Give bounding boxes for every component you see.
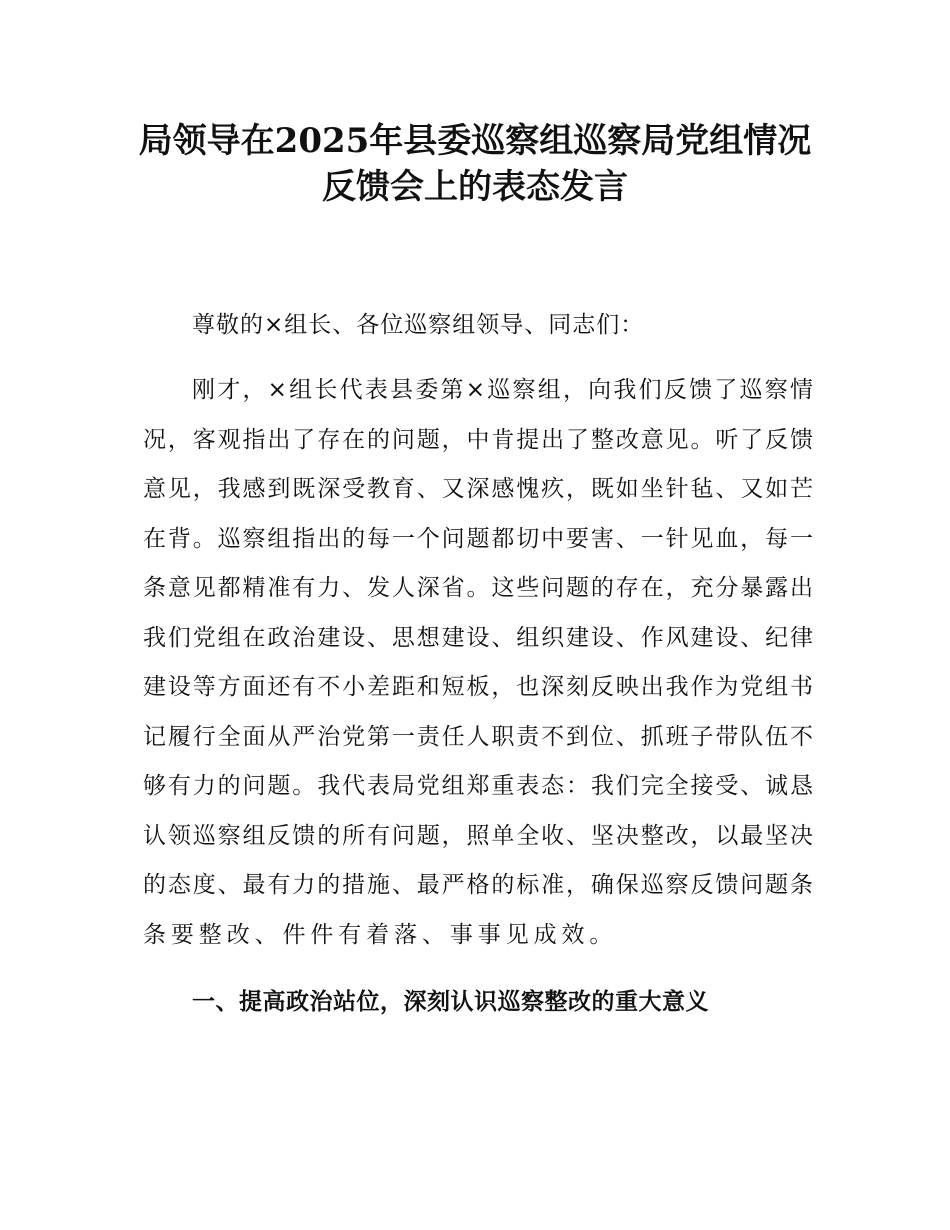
paragraph-line: 条意见都精准有力、发人深省。这些问题的存在，充分暴露出 — [143, 575, 813, 601]
salutation: 尊敬的×组长、各位巡察组领导、同志们： — [192, 312, 645, 338]
paragraph-line: 况，客观指出了存在的问题，中肯提出了整改意见。听了反馈 — [143, 426, 813, 453]
paragraph-line: 刚才，×组长代表县委第×巡察组，向我们反馈了巡察情 — [192, 377, 813, 403]
paragraph-line: 条要整改、件件有着落、事事见成效。 — [143, 921, 618, 948]
paragraph-line: 够有力的问题。我代表局党组郑重表态：我们完全接受、诚恳 — [143, 773, 813, 799]
paragraph-line: 我们党组在政治建设、思想建设、组织建设、作风建设、纪律 — [143, 624, 813, 651]
paragraph-line: 建设等方面还有不小差距和短板，也深刻反映出我作为党组书 — [143, 674, 813, 700]
paragraph-line: 认领巡察组反馈的所有问题，照单全收、坚决整改，以最坚决 — [143, 822, 813, 849]
section-heading: 一、提高政治站位，深刻认识巡察整改的重大意义 — [192, 988, 709, 1015]
body-paragraph — [143, 366, 813, 960]
paragraph-line: 在背。巡察组指出的每一个问题都切中要害、一针见血，每一 — [143, 525, 813, 552]
document-title-line-2: 反馈会上的表态发言 — [322, 167, 628, 207]
document-title-line-1: 局领导在2025年县委巡察组巡察局党组情况 — [138, 121, 812, 161]
paragraph-line: 记履行全面从严治党第一责任人职责不到位、抓班子带队伍不 — [143, 723, 813, 750]
paragraph-line: 意见，我感到既深受教育、又深感愧疚，既如坐针毡、又如芒 — [143, 476, 813, 502]
paragraph-line: 的态度、最有力的措施、最严格的标准，确保巡察反馈问题条 — [143, 872, 813, 898]
